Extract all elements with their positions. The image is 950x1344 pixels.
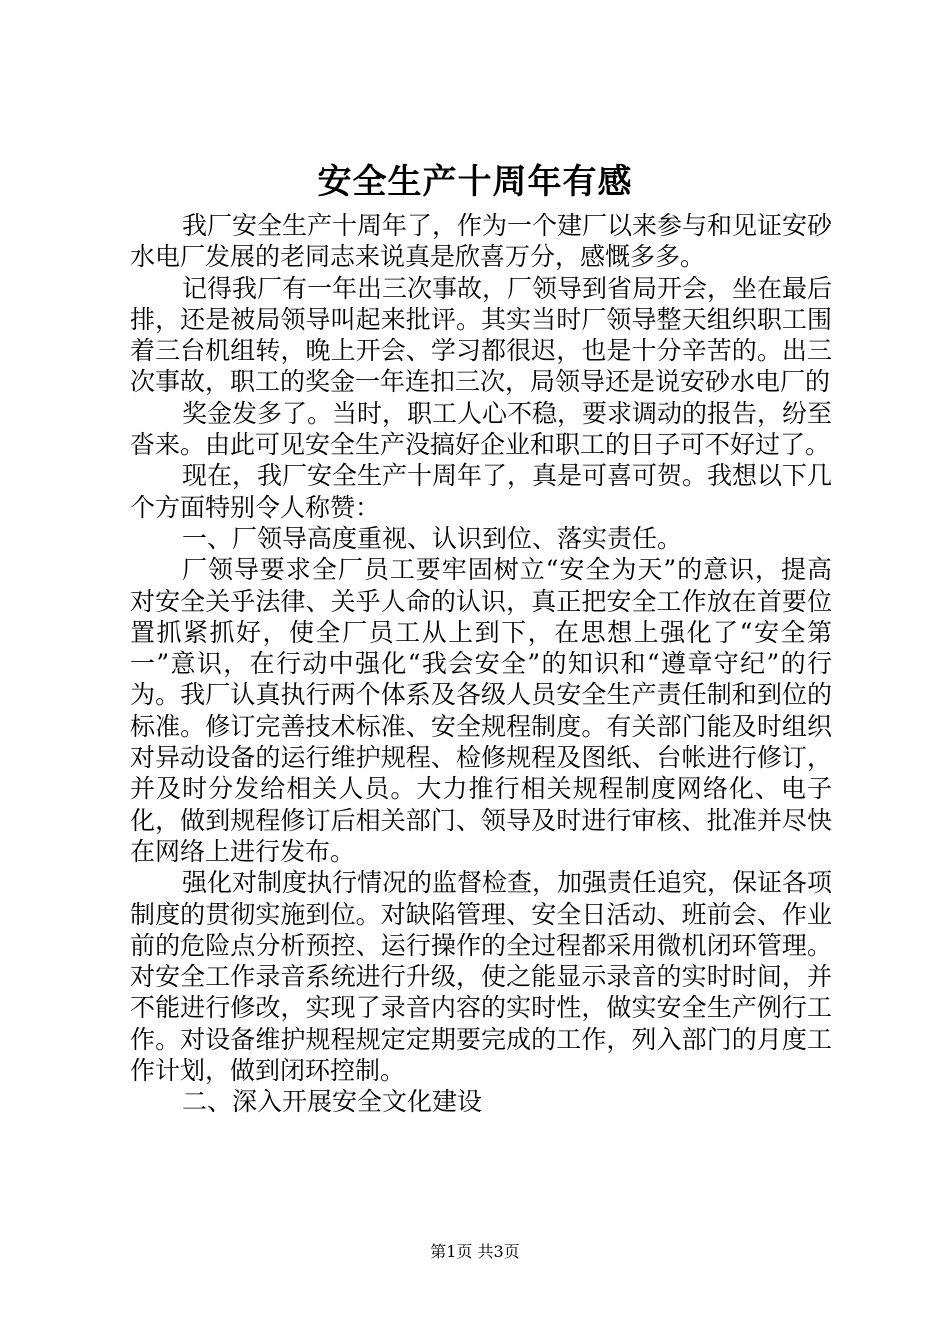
paragraph: 记得我厂有一年出三次事故，厂领导到省局开会，坐在最后排，还是被局领导叫起来批评。其实当时厂领导整天组织职工围着三台机组转，晚上开会、学习都很迟，也是十分辛苦的。出三次事故，职工的奖金一年连扣三次，局领导还是说安砂水电厂的 — [130, 273, 833, 397]
paragraph: 强化对制度执行情况的监督检查，加强责任追究，保证各项制度的贯彻实施到位。对缺陷管理、安全日活动、班前会、作业前的危险点分析预控、运行操作的全过程都采用微机闭环管理。对安全工作录音系统进行升级，使之能显示录音的实时时间，并不能进行修改，实现了录音内容的实时性，做实安全生产例行工作。对设备维护规程规定定期要完成的工作，列入部门的月度工作计划，做到闭环控制。 — [130, 868, 833, 1086]
document-body — [130, 210, 832, 1118]
paragraph: 奖金发多了。当时，职工人心不稳，要求调动的报告，纷至沓来。由此可见安全生产没搞好企业和职工的日子可不好过了。 — [130, 398, 833, 460]
section-heading: 二、深入开展安全文化建设 — [182, 1087, 483, 1117]
paragraph: 厂领导要求全厂员工要牢固树立“安全为天”的意识，提高对安全关乎法律、关乎人命的认识，真正把安全工作放在首要位置抓紧抓好，使全厂员工从上到下，在思想上强化了“安全第一”意识，在行动中强化“我会安全”的知识和“遵章守纪”的行为。我厂认真执行两个体系及各级人员安全生产责任制和到位的标准。修订完善技术标准、安全规程制度。有关部门能及时组织对异动设备的运行维护规程、检修规程及图纸、台帐进行修订，并及时分发给相关人员。大力推行相关规程制度网络化、电子化，做到规程修订后相关部门、领导及时进行审核、批准并尽快在网络上进行发布。 — [130, 555, 832, 866]
paragraph: 现在，我厂安全生产十周年了，真是可喜可贺。我想以下几个方面特别令人称赞： — [130, 461, 833, 522]
section-heading: 一、厂领导高度重视、认识到位、落实责任。 — [182, 523, 683, 553]
page-footer: 第1页 共3页 — [430, 1242, 520, 1261]
paragraph: 我厂安全生产十周年了，作为一个建厂以来参与和见证安砂水电厂发展的老同志来说真是欣喜万分，感慨多多。 — [130, 211, 833, 272]
document-title: 安全生产十周年有感 — [317, 162, 633, 202]
